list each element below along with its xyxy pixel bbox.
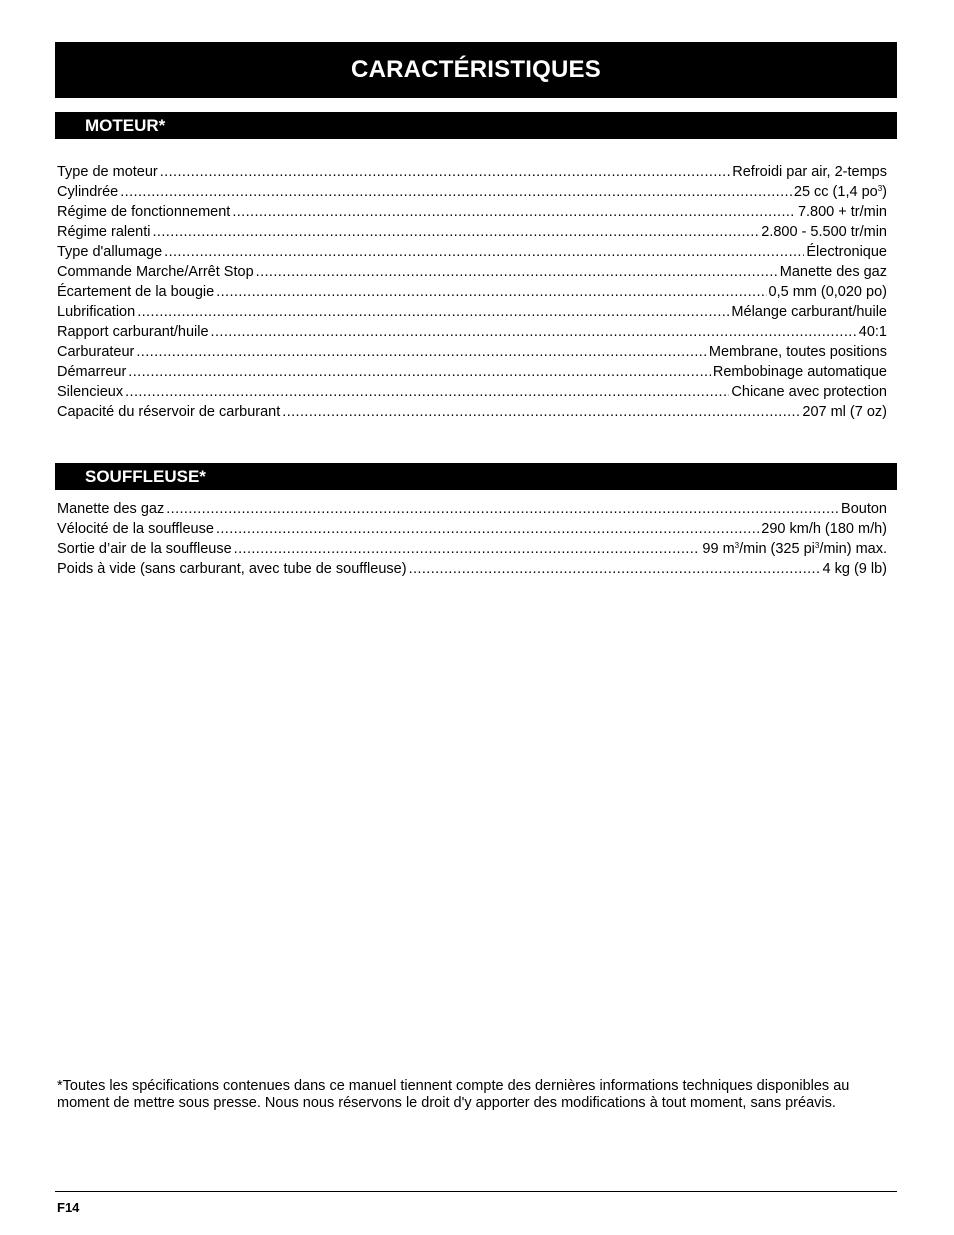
spec-row-engine-type bbox=[57, 162, 887, 182]
dot-leader bbox=[164, 242, 804, 262]
dot-leader bbox=[120, 182, 792, 202]
spec-label: Commande Marche/Arrêt Stop bbox=[57, 264, 254, 280]
spec-value: Rembobinage automatique bbox=[712, 364, 887, 380]
spec-row-on-off-control bbox=[57, 262, 887, 282]
spec-label: Type de moteur bbox=[57, 164, 158, 180]
footer-divider bbox=[55, 1191, 897, 1192]
page-title: CARACTÉRISTIQUES bbox=[351, 56, 601, 83]
spec-row-spark-plug-gap bbox=[57, 282, 887, 302]
specifications-footnote: *Toutes les spécifications contenues dans ce manuel tiennent compte des dernières informations techniques disponibles au moment de mettre sous presse. Nous nous réservons le droit d'y apporter des modifications à tout moment, sans préavis. bbox=[57, 1078, 850, 1111]
dot-leader bbox=[160, 162, 731, 182]
spec-row-operating-speed bbox=[57, 202, 887, 222]
dot-leader bbox=[125, 382, 729, 402]
souffleuse-spec-list bbox=[57, 499, 887, 579]
page-title-bar bbox=[55, 42, 897, 98]
spec-value: 40:1 bbox=[858, 324, 887, 340]
spec-row-dry-weight bbox=[57, 559, 887, 579]
spec-label: Manette des gaz bbox=[57, 501, 165, 517]
dot-leader bbox=[211, 322, 857, 342]
spec-row-lubrication bbox=[57, 302, 887, 322]
spec-value: 4 kg (9 lb) bbox=[822, 561, 887, 577]
dot-leader bbox=[128, 362, 711, 382]
spec-value: Manette des gaz bbox=[779, 264, 887, 280]
spec-value: 7.800 + tr/min bbox=[797, 204, 887, 220]
spec-label: Démarreur bbox=[57, 364, 127, 380]
moteur-spec-list bbox=[57, 162, 887, 422]
spec-label: Carburateur bbox=[57, 344, 135, 360]
spec-label: Type d'allumage bbox=[57, 244, 163, 260]
dot-leader bbox=[136, 342, 707, 362]
dot-leader bbox=[153, 222, 760, 242]
spec-row-muffler bbox=[57, 382, 887, 402]
spec-value: Membrane, toutes positions bbox=[708, 344, 887, 360]
dot-leader bbox=[216, 282, 766, 302]
spec-value: Refroidi par air, 2-temps bbox=[732, 164, 887, 180]
spec-value: 207 ml (7 oz) bbox=[802, 404, 887, 420]
spec-value: Bouton bbox=[841, 501, 887, 517]
spec-row-fuel-oil-ratio bbox=[57, 322, 887, 342]
section-heading-moteur bbox=[55, 112, 897, 139]
spec-row-displacement bbox=[57, 182, 887, 202]
dot-leader bbox=[409, 559, 821, 579]
section-heading-label: MOTEUR* bbox=[85, 115, 166, 135]
spec-row-throttle bbox=[57, 499, 887, 519]
spec-value: 25 cc (1,4 $po^3$) bbox=[793, 184, 887, 200]
spec-value: Mélange carburant/huile bbox=[731, 304, 887, 320]
spec-row-ignition-type bbox=[57, 242, 887, 262]
spec-row-fuel-tank-capacity bbox=[57, 402, 887, 422]
dot-leader bbox=[234, 539, 701, 559]
spec-label: Rapport carburant/huile bbox=[57, 324, 209, 340]
spec-label: Vélocité de la souffleuse bbox=[57, 521, 214, 537]
page-number: F14 bbox=[57, 1200, 80, 1215]
spec-label: Sortie d’air de la souffleuse bbox=[57, 541, 232, 557]
spec-value: 290 km/h (180 m/h) bbox=[761, 521, 887, 537]
spec-value: 0,5 mm (0,020 po) bbox=[768, 284, 887, 300]
spec-value: 99 $m^3/\min$ (325 $pi^3/\min$) max. bbox=[702, 541, 887, 557]
spec-label: Régime ralenti bbox=[57, 224, 151, 240]
spec-label: Poids à vide (sans carburant, avec tube de souffleuse) bbox=[57, 561, 407, 577]
dot-leader bbox=[282, 402, 800, 422]
spec-value: 2.800 - 5.500 tr/min bbox=[761, 224, 887, 240]
spec-label: Régime de fonctionnement bbox=[57, 204, 231, 220]
dot-leader bbox=[256, 262, 778, 282]
spec-label: Cylindrée bbox=[57, 184, 119, 200]
spec-label: Lubrification bbox=[57, 304, 136, 320]
section-heading-souffleuse bbox=[55, 463, 897, 490]
section-heading-label: SOUFFLEUSE* bbox=[85, 466, 206, 486]
spec-label: Silencieux bbox=[57, 384, 124, 400]
spec-row-blower-velocity bbox=[57, 519, 887, 539]
spec-row-idle-speed bbox=[57, 222, 887, 242]
spec-row-starter bbox=[57, 362, 887, 382]
dot-leader bbox=[232, 202, 796, 222]
spec-label: Capacité du réservoir de carburant bbox=[57, 404, 281, 420]
spec-row-air-output bbox=[57, 539, 887, 559]
spec-value: Chicane avec protection bbox=[731, 384, 887, 400]
spec-label: Écartement de la bougie bbox=[57, 284, 215, 300]
dot-leader bbox=[166, 499, 839, 519]
dot-leader bbox=[216, 519, 759, 539]
spec-row-carburetor bbox=[57, 342, 887, 362]
spec-value: Électronique bbox=[806, 244, 887, 260]
dot-leader bbox=[137, 302, 729, 322]
